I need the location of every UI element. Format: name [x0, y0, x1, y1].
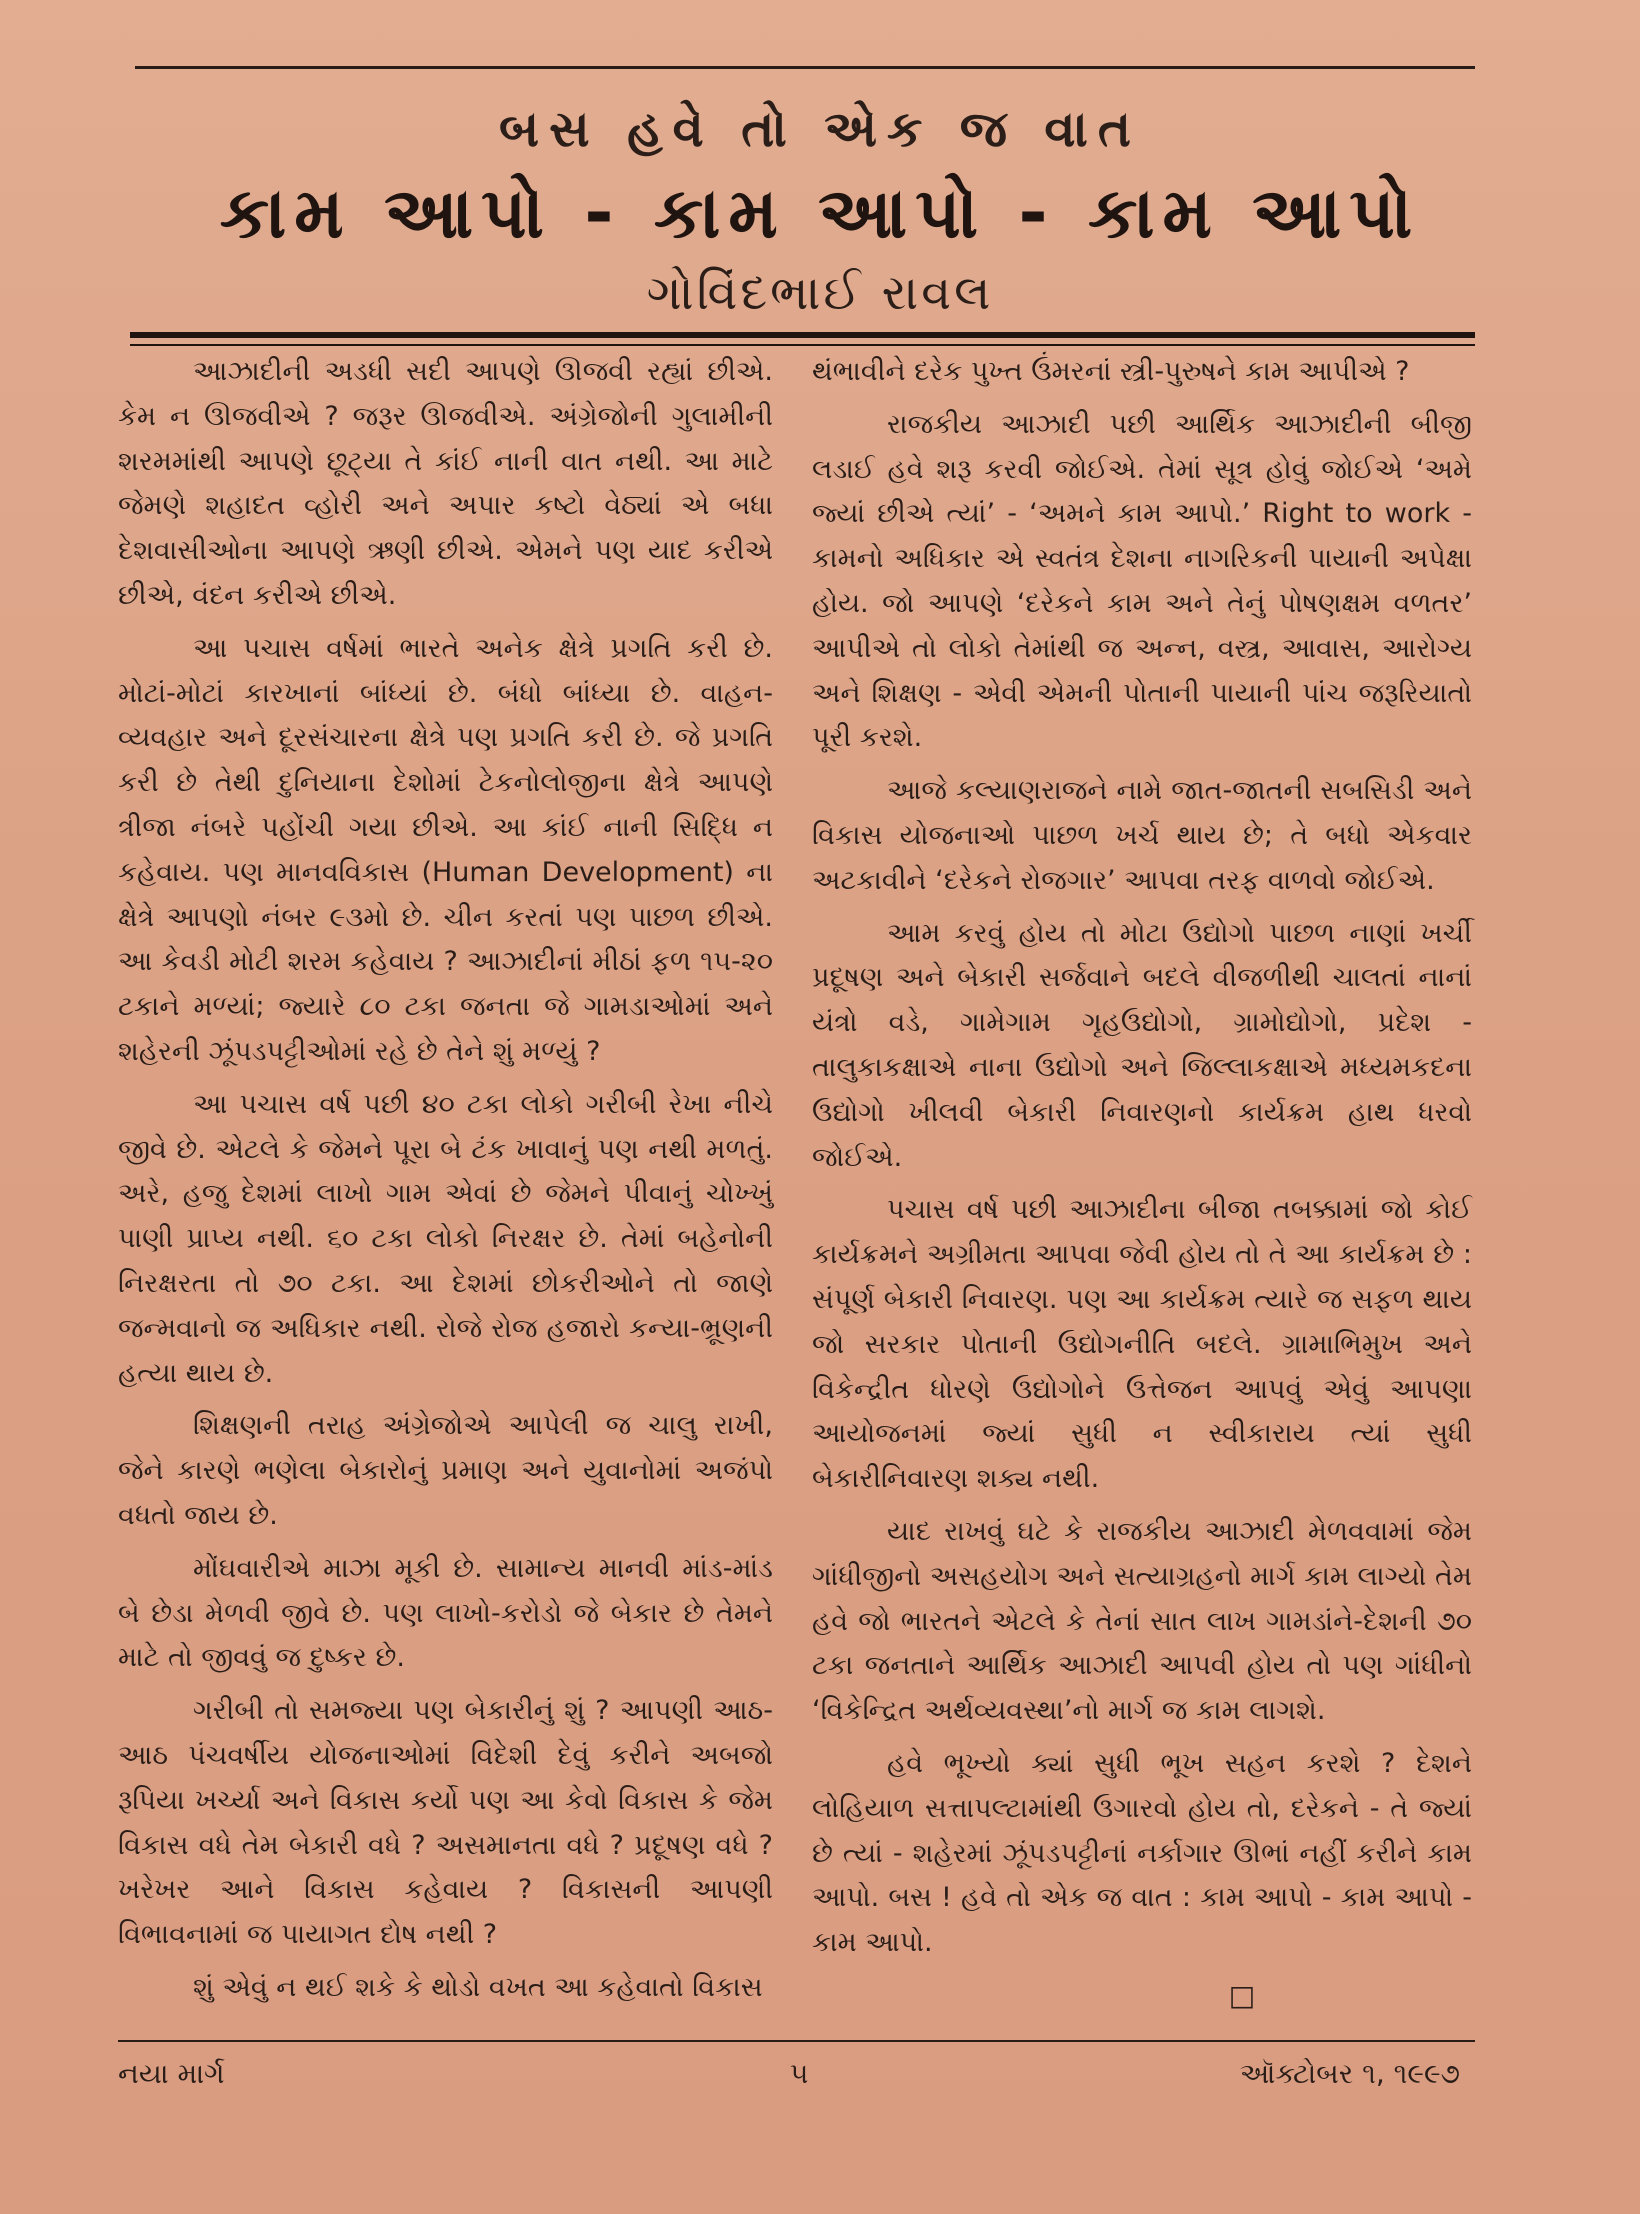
right-column — [812, 350, 1472, 2019]
paragraph: આ પચાસ વર્ષમાં ભારતે અનેક ક્ષેત્રે પ્રગતિ કરી છે. મોટાં-મોટાં કારખાનાં બાંધ્યાં છે. બંધો બાંધ્યા છે. વાહન-વ્યવહાર અને દૂરસંચારના ક્ષેત્રે પણ પ્રગતિ કરી છે. જે પ્રગતિ કરી છે તેથી દુનિયાના દેશોમાં ટેકનોલોજીના ક્ષેત્રે આપણે ત્રીજા નંબરે પહોંચી ગયા છીએ. આ કાંઈ નાની સિદ્ધિ ન કહેવાય. પણ માનવવિકાસ (Human Development) ના ક્ષેત્રે આપણો નંબર ૯૩મો છે. ચીન કરતાં પણ પાછળ છીએ. આ કેવડી મોટી શરમ કહેવાય ? આઝાદીનાં મીઠાં ફળ ૧૫-૨૦ ટકાને મળ્યાં; જ્યારે ૮૦ ટકા જનતા જે ગામડાઓમાં અને શહેરની ઝૂંપડપટ્ટીઓમાં રહે છે તેને શું મળ્યું ? — [118, 632, 773, 1067]
footer-rule — [118, 2040, 1475, 2042]
paragraph: શું એવું ન થઈ શકે કે થોડો વખત આ કહેવાતો વિકાસ — [193, 1971, 763, 2003]
paragraph: હવે ભૂખ્યો ક્યાં સુધી ભૂખ સહન કરશે ? દેશને લોહિયાળ સત્તાપલ્ટામાંથી ઉગારવો હોય તો, દરેકને - તે જ્યાં છે ત્યાં - શહેરમાં ઝૂંપડપટ્ટીનાં નર્કાગાર ઊભાં નહીં કરીને કામ આપો. બસ ! હવે તો એક જ વાત : કામ આપો - કામ આપો - કામ આપો. — [812, 1747, 1472, 1959]
paragraph: યાદ રાખવું ઘટે કે રાજકીય આઝાદી મેળવવામાં જેમ ગાંધીજીનો અસહયોગ અને સત્યાગ્રહનો માર્ગ કામ લાગ્યો તેમ હવે જો ભારતને એટલે કે તેનાં સાત લાખ ગામડાંને-દેશની ૭૦ ટકા જનતાને આર્થિક આઝાદી આપવી હોય તો પણ ગાંધીનો ‘વિકેન્દ્રિત અર્થવ્યવસ્થા’નો માર્ગ જ કામ લાગશે. — [812, 1515, 1472, 1727]
paragraph: પચાસ વર્ષ પછી આઝાદીના બીજા તબક્કામાં જો કોઈ કાર્યક્રમને અગ્રીમતા આપવા જેવી હોય તો તે આ કાર્યક્રમ છે : સંપૂર્ણ બેકારી નિવારણ. પણ આ કાર્યક્રમ ત્યારે જ સફળ થાય જો સરકાર પોતાની ઉદ્યોગનીતિ બદલે. ગ્રામાભિમુખ અને વિકેન્દ્રીત ધોરણે ઉદ્યોગોને ઉત્તેજન આપવું એવું આપણા આયોજનમાં જ્યાં સુધી ન સ્વીકારાય ત્યાં સુધી બેકારીનિવારણ શક્ય નથી. — [812, 1194, 1472, 1495]
header-rule-thin — [130, 344, 1475, 346]
paragraph: આમ કરવું હોય તો મોટા ઉદ્યોગો પાછળ નાણાં ખર્ચી પ્રદૂષણ અને બેકારી સર્જવાને બદલે વીજળીથી ચાલતાં નાનાં યંત્રો વડે, ગામેગામ ગૃહઉદ્યોગો, ગ્રામોદ્યોગો, પ્રદેશ - તાલુકાકક્ષાએ નાના ઉદ્યોગો અને જિલ્લાકક્ષાએ મધ્યમકદના ઉદ્યોગો ખીલવી બેકારી નિવારણનો કાર્યક્રમ હાથ ધરવો જોઈએ. — [812, 917, 1472, 1173]
paragraph: ગરીબી તો સમજ્યા પણ બેકારીનું શું ? આપણી આઠ-આઠ પંચવર્ષીય યોજનાઓમાં વિદેશી દેવું કરીને અબજો રૂપિયા ખર્ચ્યા અને વિકાસ કર્યો પણ આ કેવો વિકાસ કે જેમ વિકાસ વધે તેમ બેકારી વધે ? અસમાનતા વધે ? પ્રદૂષણ વધે ? ખરેખર આને વિકાસ કહેવાય ? વિકાસની આપણી વિભાવનામાં જ પાયાગત દોષ નથી ? — [118, 1695, 773, 1951]
paragraph: રાજકીય આઝાદી પછી આર્થિક આઝાદીની બીજી લડાઈ હવે શરૂ કરવી જોઈએ. તેમાં સૂત્ર હોવું જોઈએ ‘અમે જ્યાં છીએ ત્યાં’ - ‘અમને કામ આપો.’ Right to work - કામનો અધિકાર એ સ્વતંત્ર દેશના નાગરિકની પાયાની અપેક્ષા હોય. જો આપણે ‘દરેકને કામ અને તેનું પોષણક્ષમ વળતર’ આપીએ તો લોકો તેમાંથી જ અન્ન, વસ્ત્ર, આવાસ, આરોગ્ય અને શિક્ષણ - એવી એમની પોતાની પાયાની પાંચ જરૂરિયાતો પૂરી કરશે. — [812, 408, 1472, 754]
paragraph-continuation: થંભાવીને દરેક પુખ્ત ઉંમરનાં સ્ત્રી-પુરુષને કામ આપીએ ? — [812, 356, 1410, 387]
paragraph: આ પચાસ વર્ષ પછી ૪૦ ટકા લોકો ગરીબી રેખા નીચે જીવે છે. એટલે કે જેમને પૂરા બે ટંક ખાવાનું પણ નથી મળતું. અરે, હજુ દેશમાં લાખો ગામ એવાં છે જેમને પીવાનું ચોખ્ખું પાણી પ્રાપ્ય નથી. ૬૦ ટકા લોકો નિરક્ષર છે. તેમાં બહેનોની નિરક્ષરતા તો ૭૦ ટકા. આ દેશમાં છોકરીઓને તો જાણે જન્મવાનો જ અધિકાર નથી. રોજે રોજ હજારો કન્યા-ભ્રૂણની હત્યા થાય છે. — [118, 1088, 773, 1389]
paragraph: મોંઘવારીએ માઝા મૂકી છે. સામાન્ય માનવી માંડ-માંડ બે છેડા મેળવી જીવે છે. પણ લાખો-કરોડો જે બેકાર છે તેમને માટે તો જીવવું જ દુષ્કર છે. — [118, 1552, 773, 1674]
end-of-article-icon: □ — [1228, 1978, 1256, 2012]
header-rule-thick — [130, 332, 1475, 338]
article-headline: કામ આપો - કામ આપો - કામ આપો — [219, 172, 1421, 254]
footer-page-number: ૫ — [790, 2057, 809, 2090]
paragraph: આજે કલ્યાણરાજને નામે જાત-જાતની સબસિડી અને વિકાસ યોજનાઓ પાછળ ખર્ચ થાય છે; તે બધો એકવાર અટકાવીને ‘દરેકને રોજગાર’ આપવા તરફ વાળવો જોઈએ. — [812, 775, 1472, 896]
paragraph: આઝાદીની અડધી સદી આપણે ઊજવી રહ્યાં છીએ. કેમ ન ઊજવીએ ? જરૂર ઊજવીએ. અંગ્રેજોની ગુલામીની શરમમાંથી આપણે છૂટ્યા તે કાંઈ નાની વાત નથી. આ માટે જેમણે શહાદત વ્હોરી અને અપાર કષ્ટો વેઠ્યાં એ બધા દેશવાસીઓના આપણે ઋણી છીએ. એમને પણ યાદ કરીએ છીએ, વંદન કરીએ છીએ. — [118, 356, 773, 611]
footer-publication: નયા માર્ગ — [118, 2057, 225, 2090]
paragraph: શિક્ષણની તરાહ અંગ્રેજોએ આપેલી જ ચાલુ રાખી, જેને કારણે ભણેલા બેકારોનું પ્રમાણ અને યુવાનોમાં અજંપો વધતો જાય છે. — [118, 1410, 773, 1531]
top-rule — [135, 66, 1475, 69]
footer-date: ઑક્ટોબર ૧, ૧૯૯૭ — [1239, 2057, 1460, 2090]
article-kicker: બસ હવે તો એક જ વાત — [499, 100, 1141, 158]
left-column — [118, 350, 773, 2019]
article-byline: ગોવિંદભાઈ રાવલ — [646, 265, 994, 321]
